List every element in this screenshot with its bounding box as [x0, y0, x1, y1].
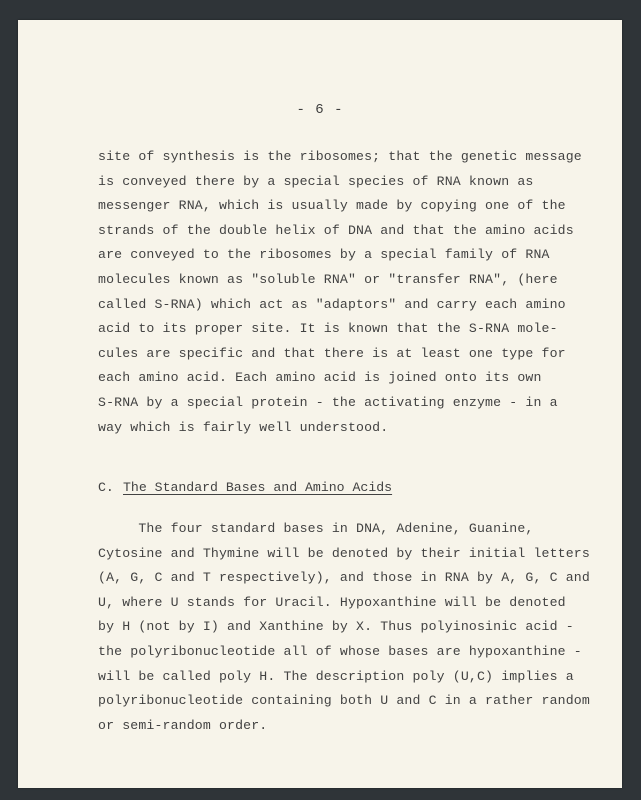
text-line: (A, G, C and T respectively), and those in RNA by A, G, C and [98, 570, 590, 586]
text-line: Cytosine and Thymine will be denoted by their initial letters [98, 545, 590, 561]
text-line: The four standard bases in DNA, Adenine, Guanine, [98, 521, 534, 536]
text-line: by H (not by I) and Xanthine by X. Thus polyinosinic acid - [98, 619, 574, 635]
section-letter: C. [98, 480, 114, 495]
text-line: called S-RNA) which act as "adaptors" and carry each amino [98, 296, 566, 312]
text-line: is conveyed there by a special species of RNA known as [98, 173, 534, 189]
text-line: the polyribonucleotide all of whose bases are hypoxanthine - [98, 643, 582, 659]
page-number: - 6 - [296, 102, 344, 118]
text-line: S-RNA by a special protein - the activating enzyme - in a [98, 394, 558, 410]
text-line: will be called poly H. The description poly (U,C) implies a [98, 668, 574, 684]
text-line: way which is fairly well understood. [98, 419, 389, 435]
section-heading [98, 480, 392, 495]
text-line: polyribonucleotide containing both U and C in a rather random [98, 693, 590, 709]
text-line: molecules known as "soluble RNA" or "transfer RNA", (here [98, 271, 558, 287]
text-line: each amino acid. Each amino acid is joined onto its own [98, 370, 542, 386]
text-line: U, where U stands for Uracil. Hypoxanthine will be denoted [98, 594, 566, 610]
text-line: or semi-random order. [98, 717, 268, 733]
text-line: site of synthesis is the ribosomes; that the genetic message [98, 149, 582, 164]
text-line: messenger RNA, which is usually made by copying one of the [98, 198, 566, 214]
typed-page [18, 20, 622, 788]
text-line: acid to its proper site. It is known that the S-RNA mole- [98, 321, 558, 337]
paragraph-standard-bases [98, 517, 590, 738]
text-line: are conveyed to the ribosomes by a special family of RNA [98, 247, 550, 263]
section-title: The Standard Bases and Amino Acids [123, 480, 393, 495]
text-line: cules are specific and that there is at least one type for [98, 345, 566, 361]
text-line: strands of the double helix of DNA and that the amino acids [98, 222, 574, 238]
paragraph-ribosome-synthesis [98, 145, 582, 440]
